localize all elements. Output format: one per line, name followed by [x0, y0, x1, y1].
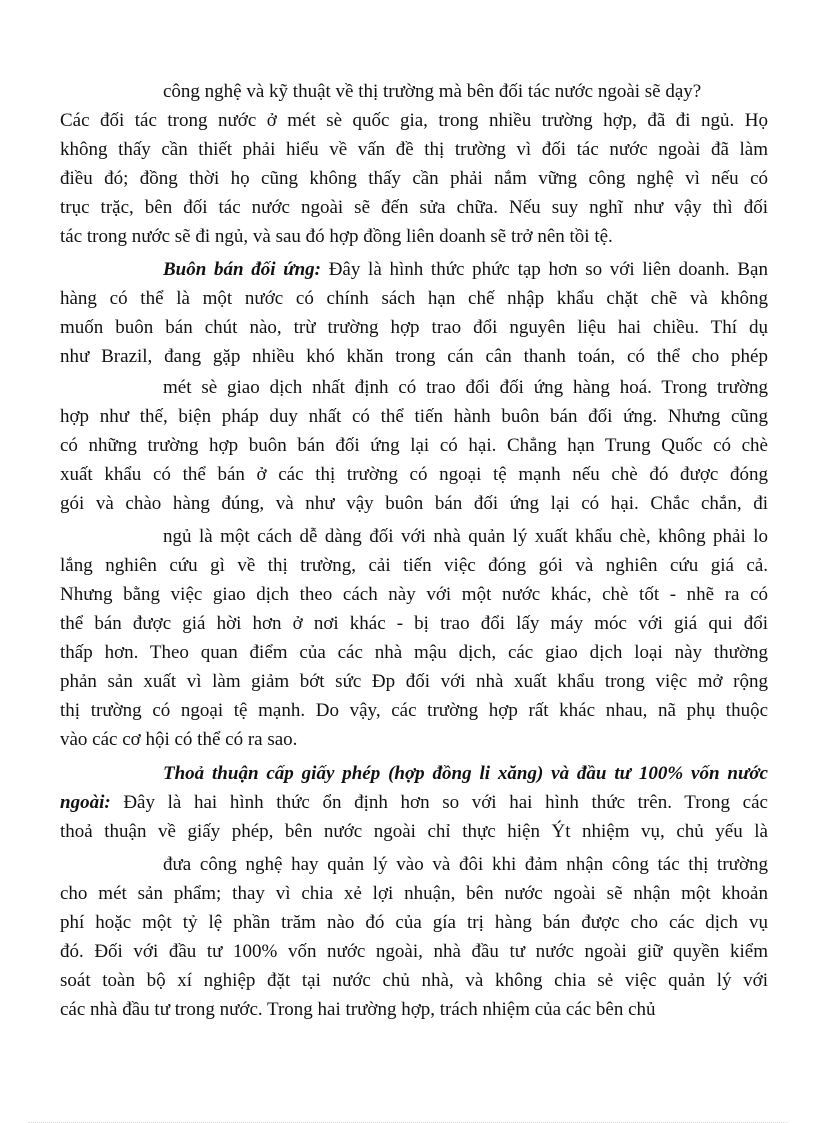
text-line: gói và chào hàng đúng, và như vậy buôn bán đối ứng lại có hại. Chắc chắn, đi: [60, 493, 768, 514]
text-line: đó. Đối với đầu tư 100% vốn nước ngoài, nhà đầu tư nước ngoài giữ quyền kiểm: [60, 941, 768, 962]
text-line: muốn buôn bán chút nào, trừ trường hợp trao đổi nguyên liệu hai chiều. Thí dụ: [60, 317, 768, 338]
text-line: ngủ là một cách dễ dàng đối với nhà quản lý xuất khẩu chè, không phải lo: [163, 526, 768, 547]
text-line: công nghệ và kỹ thuật về thị trường mà bên đối tác nước ngoài sẽ dạy?: [163, 81, 702, 102]
text-line: thoả thuận về giấy phép, bên nước ngoài chỉ thực hiện Ýt nhiệm vụ, chủ yếu là: [60, 821, 768, 842]
text-line: các nhà đầu tư trong nước. Trong hai trường hợp, trách nhiệm của các bên chủ: [60, 999, 656, 1020]
section-heading: Thoả thuận cấp giấy phép (hợp đồng li xăng) và đầu tư 100% vốn nước: [163, 763, 768, 784]
text-line: cho mét sản phẩm; thay vì chia xẻ lợi nhuận, bên nước ngoài sẽ nhận một khoản: [60, 883, 768, 904]
text-line: Các đối tác trong nước ở mét sè quốc gia, trong nhiều trường hợp, đã đi ngủ. Họ: [60, 110, 768, 131]
text-line: hợp như thế, biện pháp duy nhất có thể tiến hành buôn bán đối ứng. Nhưng cũng: [60, 406, 768, 427]
text-line: thể bán được giá hời hơn ở nơi khác - bị trao đổi lấy máy móc với giá qui đổi: [60, 613, 768, 634]
text-line: thấp hơn. Theo quan điểm của các nhà mậu dịch, các giao dịch loại này thường: [60, 642, 768, 663]
text-line: ngoài: Đây là hai hình thức ổn định hơn so với hai hình thức trên. Trong các: [60, 792, 768, 813]
section-heading: ngoài:: [60, 792, 111, 813]
text-line: soát toàn bộ xí nghiệp đặt tại nước chủ nhà, và không chia sẻ việc quản lý với: [60, 970, 768, 991]
text-line: phí hoặc một tỷ lệ phần trăm nào đó của gía trị hàng bán được cho các dịch vụ: [60, 912, 768, 933]
text-line: mét sè giao dịch nhất định có trao đổi đối ứng hàng hoá. Trong trường: [163, 377, 768, 398]
text-line: Buôn bán đối ứng: Đây là hình thức phức tạp hơn so với liên doanh. Bạn: [163, 259, 768, 280]
text-line: đưa công nghệ hay quản lý vào và đôi khi đảm nhận công tác thị trường: [163, 854, 768, 875]
text-line: lắng nghiên cứu gì về thị trường, cải tiến việc đóng gói và nghiên cứu giá cả.: [60, 555, 768, 576]
text-line: thị trường có ngoại tệ mạnh. Do vậy, các trường hợp rất khác nhau, nã phụ thuộc: [60, 700, 768, 721]
text-line: hàng có thể là một nước có chính sách hạn chế nhập khẩu chặt chẽ và không: [60, 288, 768, 309]
text-line: xuất khẩu có thể bán ở các thị trường có ngoại tệ mạnh nếu chè đó được đóng: [60, 464, 768, 485]
text-line: [163, 762, 768, 786]
text-line: điều đó; đồng thời họ cũng không thấy cần phải nắm vững công nghệ vì nếu có: [60, 168, 768, 189]
text-line: không thấy cần thiết phải hiểu về vấn đề thị trường vì đối tác nước ngoài đã làm: [60, 139, 768, 160]
section-heading: Buôn bán đối ứng:: [163, 259, 322, 280]
text-line: Nhưng bằng việc giao dịch theo cách này với một nước khác, chè tốt - nhẽ ra có: [60, 584, 768, 605]
text-line: như Brazil, đang gặp nhiều khó khăn trong cán cân thanh toán, có thể cho phép: [60, 346, 768, 367]
text-line: có những trường hợp buôn bán đối ứng lại có hại. Chẳng hạn Trung Quốc có chè: [60, 435, 768, 456]
text-line: tác trong nước sẽ đi ngủ, và sau đó hợp đồng liên doanh sẽ trở nên tồi tệ.: [60, 226, 613, 247]
text-line: trục trặc, bên đối tác nước ngoài sẽ đến sửa chữa. Nếu suy nghĩ như vậy thì đối: [60, 197, 768, 218]
text-line: vào các cơ hội có thể có ra sao.: [60, 729, 298, 750]
text-line: phản sản xuất vì làm giảm bớt sức Ðp đối với nhà xuất khẩu trong việc mở rộng: [60, 671, 768, 692]
